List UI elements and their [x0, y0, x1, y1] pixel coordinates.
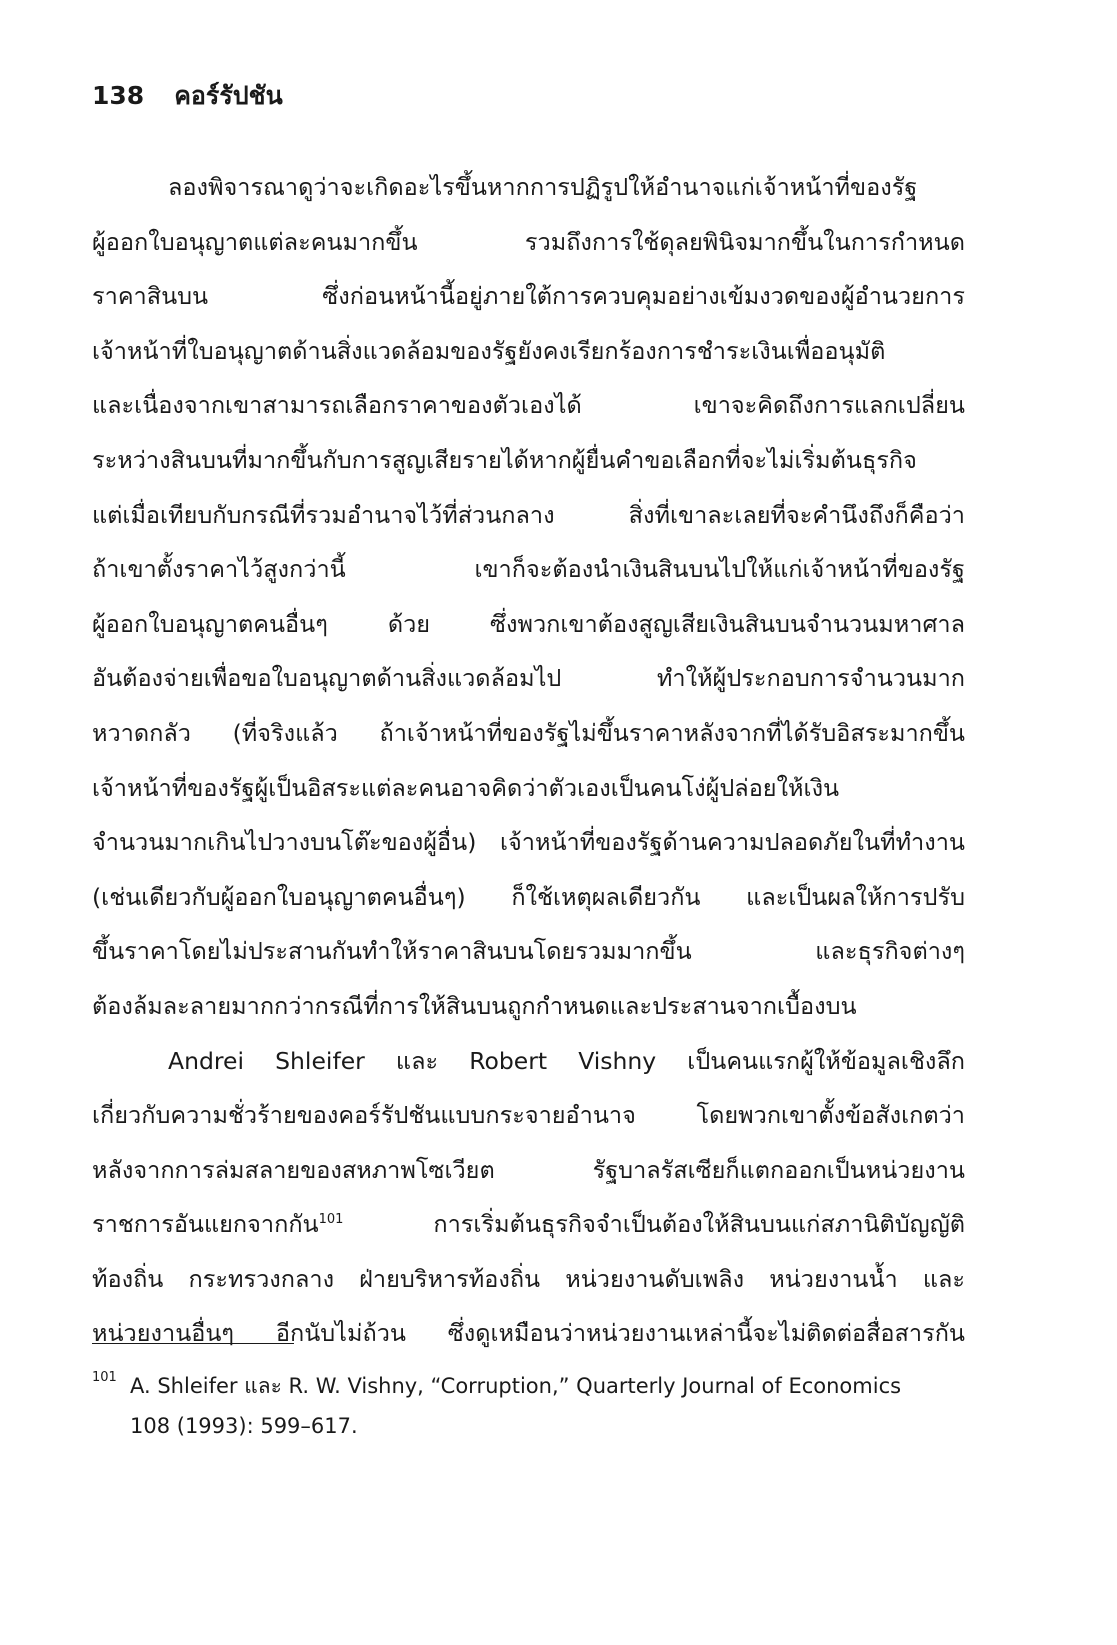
- running-title: คอร์รัปชัน: [174, 81, 283, 110]
- text-line: และเนื่องจากเขาสามารถเลือกราคาของตัวเองได้ เขาจะคิดถึงการแลกเปลี่ยน: [92, 391, 965, 420]
- text-line: เจ้าหน้าที่ของรัฐผู้เป็นอิสระแต่ละคนอาจคิดว่าตัวเองเป็นคนโง่ผู้ปล่อยให้เงิน: [92, 773, 840, 802]
- page-header: [92, 80, 283, 112]
- text-line: แต่เมื่อเทียบกับกรณีที่รวมอำนาจไว้ที่ส่วนกลาง สิ่งที่เขาละเลยที่จะคำนึงถึงก็คือว่า: [92, 500, 965, 529]
- text-line: ลองพิจารณาดูว่าจะเกิดอะไรขึ้นหากการปฏิรูปให้อำนาจแก่เจ้าหน้าที่ของรัฐ: [168, 173, 918, 201]
- text-line: ราคาสินบน ซึ่งก่อนหน้านี้อยู่ภายใต้การควบคุมอย่างเข้มงวดของผู้อำนวยการ: [92, 282, 965, 311]
- text-segment: ราชการอันแยกจากกัน: [92, 1210, 319, 1239]
- footnote-line: A. Shleifer และ R. W. Vishny, “Corruption,” Quarterly Journal of Economics: [130, 1374, 902, 1398]
- text-line: (เช่นเดียวกับผู้ออกใบอนุญาตคนอื่นๆ) ก็ใช้เหตุผลเดียวกัน และเป็นผลให้การปรับ: [92, 882, 965, 911]
- body-text: [92, 160, 965, 1361]
- text-line: อันต้องจ่ายเพื่อขอใบอนุญาตด้านสิ่งแวดล้อมไป ทำให้ผู้ประกอบการจำนวนมาก: [92, 664, 965, 693]
- text-line: ท้องถิ่น กระทรวงกลาง ฝ่ายบริหารท้องถิ่น หน่วยงานดับเพลิง หน่วยงานน้ำ และ: [92, 1264, 965, 1293]
- text-line: ต้องล้มละลายมากกว่ากรณีที่การให้สินบนถูกกำหนดและประสานจากเบื้องบน: [92, 991, 857, 1020]
- footnote-divider: [92, 1343, 294, 1344]
- text-segment: การเริ่มต้นธุรกิจจำเป็นต้องให้สินบนแก่สภานิติบัญญัติ: [343, 1210, 965, 1239]
- paragraph-1: [92, 160, 965, 1034]
- footnote: [92, 1366, 965, 1446]
- text-line: ระหว่างสินบนที่มากขึ้นกับการสูญเสียรายได้หากผู้ยื่นคำขอเลือกที่จะไม่เริ่มต้นธุรกิจ: [92, 445, 917, 474]
- text-line: เกี่ยวกับความชั่วร้ายของคอร์รัปชันแบบกระจายอำนาจ โดยพวกเขาตั้งข้อสังเกตว่า: [92, 1101, 965, 1130]
- text-line: Andrei Shleifer และ Robert Vishny เป็นคนแรกผู้ให้ข้อมูลเชิงลึก: [168, 1046, 965, 1075]
- text-line: เจ้าหน้าที่ใบอนุญาตด้านสิ่งแวดล้อมของรัฐยังคงเรียกร้องการชำระเงินเพื่ออนุมัติ: [92, 336, 886, 365]
- paragraph-2: [92, 1034, 965, 1362]
- text-line: ผู้ออกใบอนุญาตคนอื่นๆ ด้วย ซึ่งพวกเขาต้องสูญเสียเงินสินบนจำนวนมหาศาล: [92, 609, 965, 638]
- text-line-with-footnote: [92, 1197, 965, 1252]
- text-line: ผู้ออกใบอนุญาตแต่ละคนมากขึ้น รวมถึงการใช้ดุลยพินิจมากขึ้นในการกำหนด: [92, 227, 965, 256]
- footnote-marker: 101: [92, 1370, 117, 1385]
- footnote-line: 108 (1993): 599–617.: [130, 1414, 358, 1438]
- text-line: จำนวนมากเกินไปวางบนโต๊ะของผู้อื่น) เจ้าหน้าที่ของรัฐด้านความปลอดภัยในที่ทำงาน: [92, 828, 965, 857]
- text-line: หน่วยงานอื่นๆ อีกนับไม่ถ้วน ซึ่งดูเหมือนว่าหน่วยงานเหล่านี้จะไม่ติดต่อสื่อสารกัน: [92, 1319, 965, 1348]
- text-line: ถ้าเขาตั้งราคาไว้สูงกว่านี้ เขาก็จะต้องนำเงินสินบนไปให้แก่เจ้าหน้าที่ของรัฐ: [92, 555, 965, 584]
- text-line: หลังจากการล่มสลายของสหภาพโซเวียต รัฐบาลรัสเซียก็แตกออกเป็นหน่วยงาน: [92, 1155, 965, 1184]
- text-line: ขึ้นราคาโดยไม่ประสานกันทำให้ราคาสินบนโดยรวมมากขึ้น และธุรกิจต่างๆ: [92, 937, 965, 966]
- page-number: 138: [92, 81, 145, 110]
- footnote-reference[interactable]: 101: [318, 1212, 344, 1228]
- text-line: หวาดกลัว (ที่จริงแล้ว ถ้าเจ้าหน้าที่ของรัฐไม่ขึ้นราคาหลังจากที่ได้รับอิสระมากขึ้น: [92, 718, 965, 747]
